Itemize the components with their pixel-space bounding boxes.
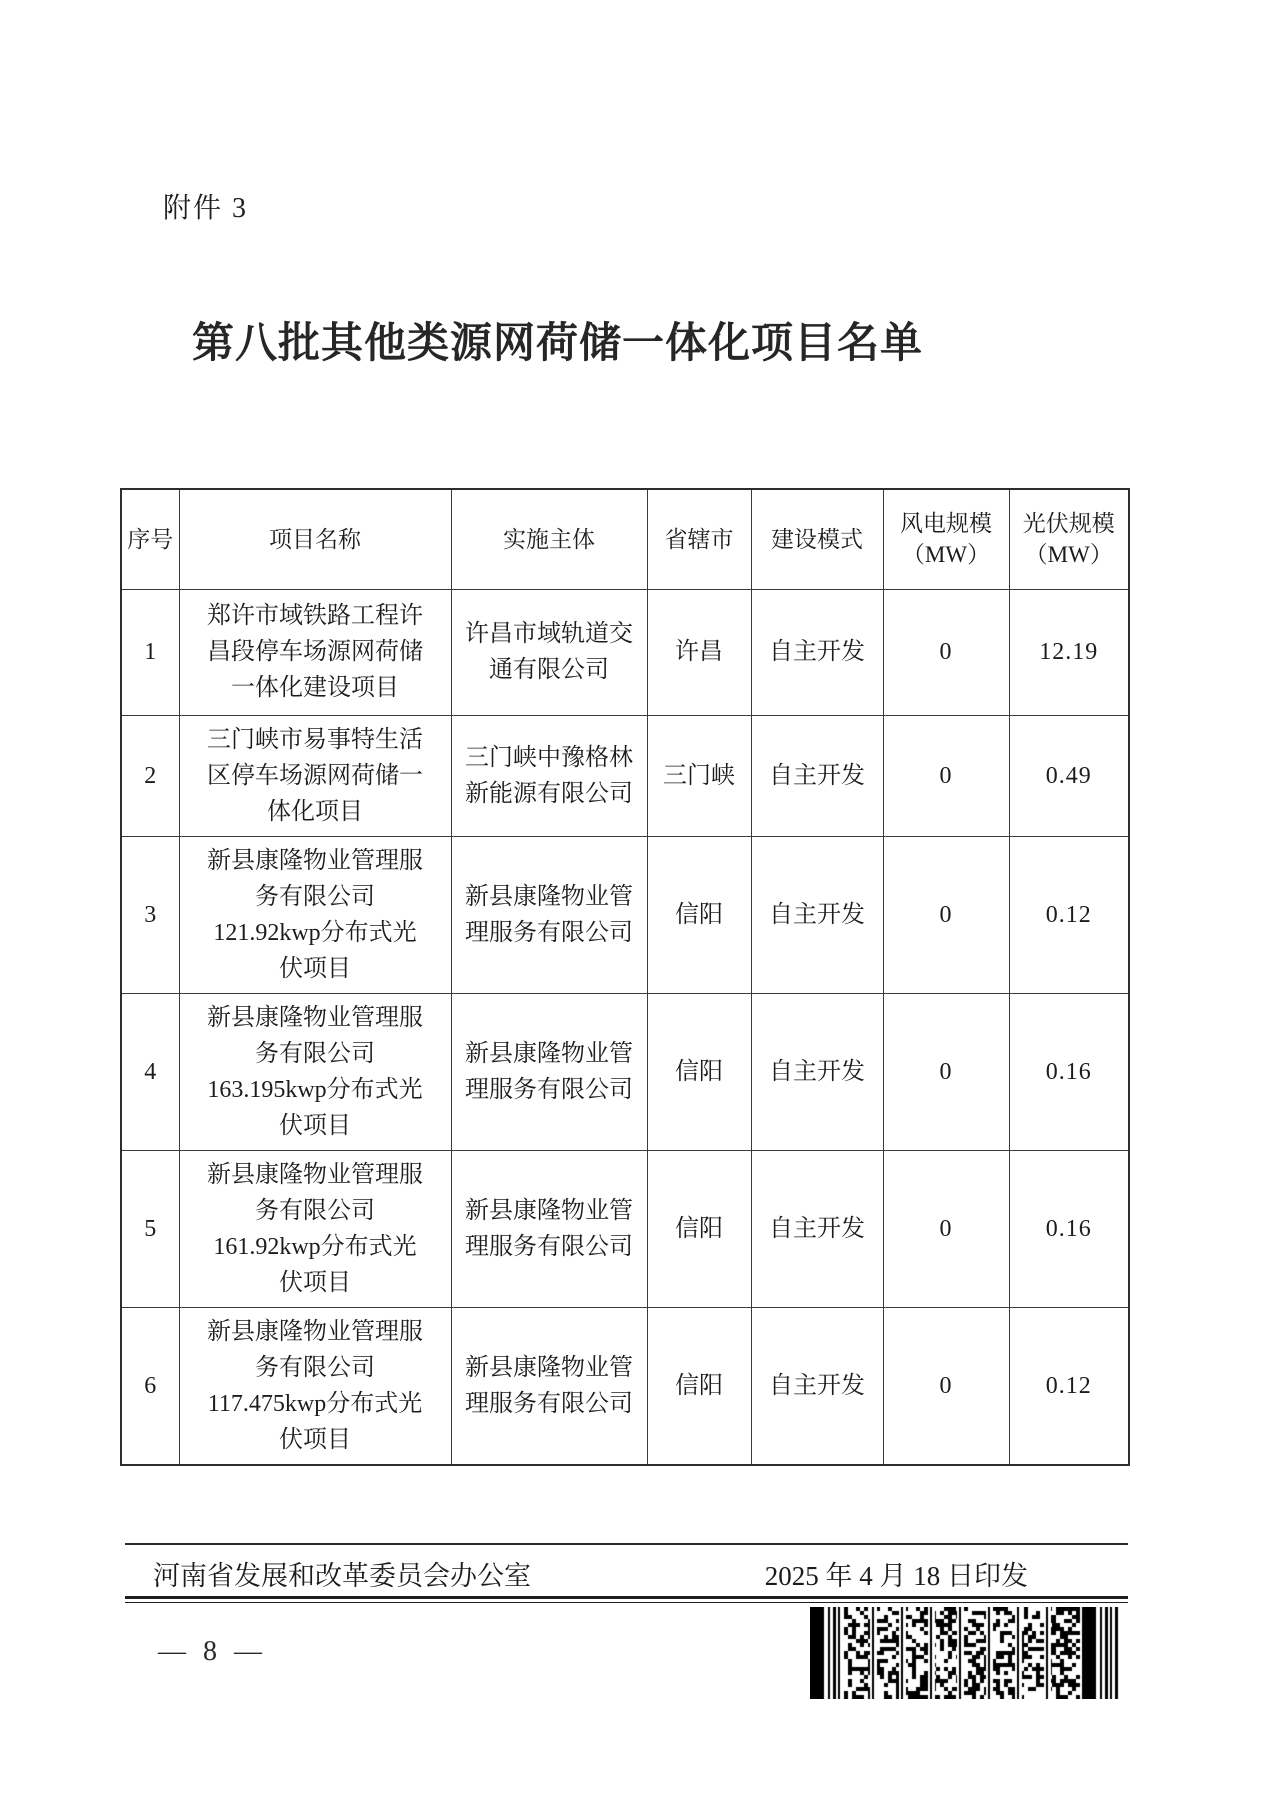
- header-no: 序号: [121, 489, 179, 589]
- cell-project-name: 新县康隆物业管理服务有限公司121.92kwp分布式光伏项目: [179, 836, 451, 993]
- cell-project-name: 三门峡市易事特生活区停车场源网荷储一体化项目: [179, 715, 451, 836]
- cell-mode: 自主开发: [751, 836, 883, 993]
- cell-no: 1: [121, 589, 179, 715]
- cell-city: 三门峡: [647, 715, 751, 836]
- cell-entity: 三门峡中豫格林新能源有限公司: [451, 715, 647, 836]
- cell-city: 许昌: [647, 589, 751, 715]
- table-row: [121, 993, 1129, 1150]
- cell-wind-mw: 0: [883, 1150, 1009, 1307]
- footer-rule-top: [125, 1543, 1128, 1545]
- cell-mode: 自主开发: [751, 993, 883, 1150]
- header-wind-label: 风电规模: [900, 511, 992, 537]
- cell-pv-mw: 12.19: [1009, 589, 1129, 715]
- cell-entity: 许昌市域轨道交通有限公司: [451, 589, 647, 715]
- attachment-label: 附件 3: [163, 193, 249, 224]
- cell-pv-mw: 0.12: [1009, 836, 1129, 993]
- cell-entity: 新县康隆物业管理服务有限公司: [451, 1307, 647, 1465]
- cell-project-name: 新县康隆物业管理服务有限公司161.92kwp分布式光伏项目: [179, 1150, 451, 1307]
- project-table: [120, 488, 1130, 1466]
- cell-pv-mw: 0.16: [1009, 1150, 1129, 1307]
- cell-mode: 自主开发: [751, 589, 883, 715]
- header-pv-scale: [1009, 489, 1129, 589]
- table-header-row: [121, 489, 1129, 589]
- footer-rule-bottom: [125, 1596, 1128, 1603]
- table-row: [121, 836, 1129, 993]
- document-title: 第八批其他类源网荷储一体化项目名单: [191, 321, 923, 367]
- cell-wind-mw: 0: [883, 836, 1009, 993]
- cell-no: 5: [121, 1150, 179, 1307]
- cell-wind-mw: 0: [883, 715, 1009, 836]
- cell-no: 2: [121, 715, 179, 836]
- header-project-name: 项目名称: [179, 489, 451, 589]
- header-entity: 实施主体: [451, 489, 647, 589]
- header-pv-label: 光伏规模: [1022, 511, 1115, 537]
- cell-project-name: 郑许市域铁路工程许昌段停车场源网荷储一体化建设项目: [179, 589, 451, 715]
- cell-pv-mw: 0.12: [1009, 1307, 1129, 1465]
- document-barcode: [810, 1607, 1122, 1699]
- table-row: [121, 1150, 1129, 1307]
- header-wind-unit: （MW）: [901, 542, 991, 568]
- header-city: 省辖市: [647, 489, 751, 589]
- cell-wind-mw: 0: [883, 1307, 1009, 1465]
- table-row: [121, 589, 1129, 715]
- cell-pv-mw: 0.49: [1009, 715, 1129, 836]
- cell-entity: 新县康隆物业管理服务有限公司: [451, 993, 647, 1150]
- header-pv-unit: （MW）: [1024, 542, 1113, 568]
- cell-city: 信阳: [647, 836, 751, 993]
- header-mode: 建设模式: [751, 489, 883, 589]
- cell-no: 6: [121, 1307, 179, 1465]
- cell-mode: 自主开发: [751, 1150, 883, 1307]
- cell-wind-mw: 0: [883, 589, 1009, 715]
- cell-pv-mw: 0.16: [1009, 993, 1129, 1150]
- header-wind-scale: [883, 489, 1009, 589]
- table-row: [121, 715, 1129, 836]
- cell-wind-mw: 0: [883, 993, 1009, 1150]
- footer-issue-date: 2025 年 4 月 18 日印发: [764, 1560, 1028, 1591]
- cell-project-name: 新县康隆物业管理服务有限公司163.195kwp分布式光伏项目: [179, 993, 451, 1150]
- cell-city: 信阳: [647, 1307, 751, 1465]
- cell-no: 4: [121, 993, 179, 1150]
- cell-no: 3: [121, 836, 179, 993]
- footer-issuer: 河南省发展和改革委员会办公室: [153, 1560, 531, 1591]
- cell-city: 信阳: [647, 1150, 751, 1307]
- cell-entity: 新县康隆物业管理服务有限公司: [451, 1150, 647, 1307]
- table-row: [121, 1307, 1129, 1465]
- cell-mode: 自主开发: [751, 715, 883, 836]
- page-number: — 8 —: [158, 1636, 267, 1667]
- cell-project-name: 新县康隆物业管理服务有限公司117.475kwp分布式光伏项目: [179, 1307, 451, 1465]
- cell-mode: 自主开发: [751, 1307, 883, 1465]
- cell-entity: 新县康隆物业管理服务有限公司: [451, 836, 647, 993]
- footer: [125, 1549, 1128, 1597]
- cell-city: 信阳: [647, 993, 751, 1150]
